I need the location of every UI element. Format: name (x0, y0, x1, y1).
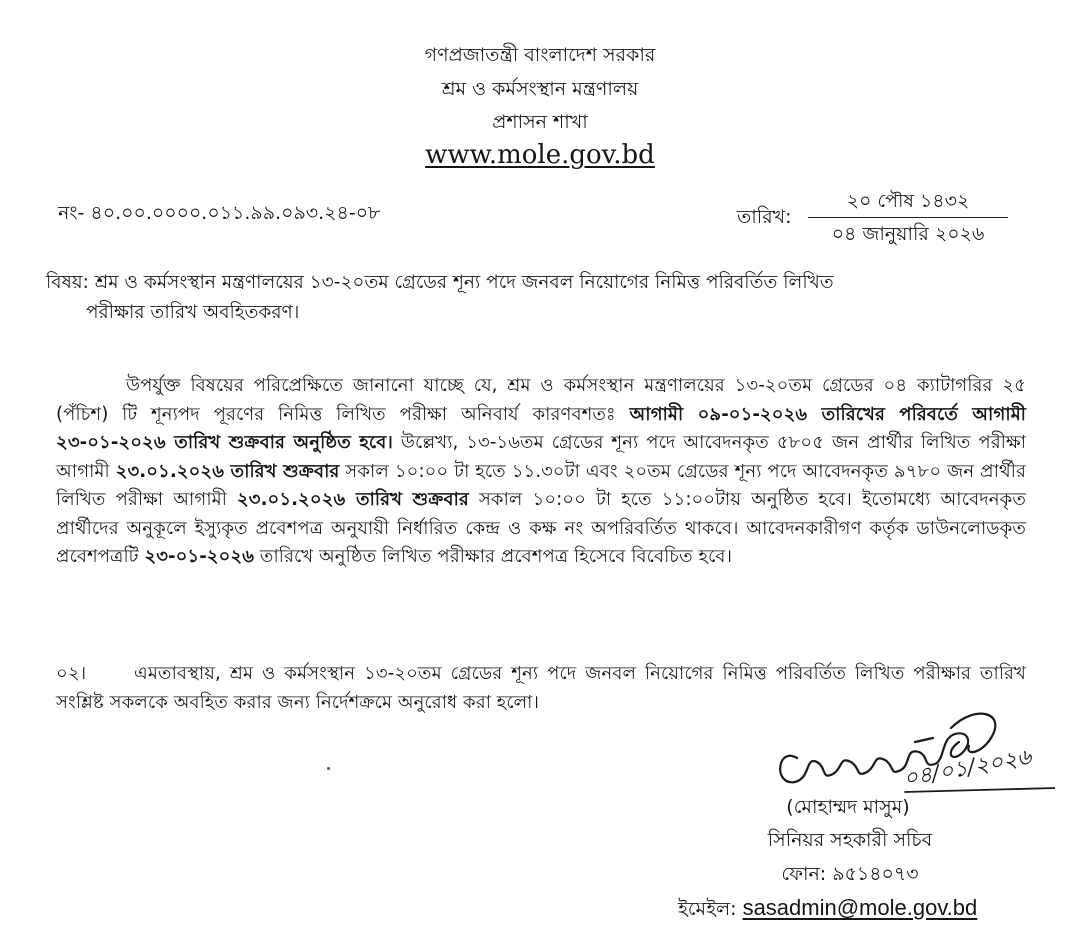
p1-bold-date-3: ২৩-০১-২০২৬ (144, 546, 255, 567)
signatory-name: (মোহাম্মদ মাসুম) (786, 796, 910, 818)
p1-bold-date-2: ২৩.০১.২০২৬ তারিখ শুক্রবার (236, 489, 469, 510)
subject (46, 268, 1036, 328)
date-bangla: ২০ পৌষ ১৪৩২ (846, 190, 970, 212)
p1-bold-date-change: আগামী ০৯-০১-২০২৬ তারিখের পরিবর্তে আগামী ২৩-০১-২০২৬ তারিখ শুক্রবার অনুষ্ঠিত হবে। (56, 403, 1026, 453)
branch-name: প্রশাসন শাখা (492, 111, 588, 133)
website-line (0, 140, 1080, 170)
subject-line-2: পরীক্ষার তারিখ অবহিতকরণ। (86, 302, 300, 323)
signature-date: ০৪/০১/২০২৬ (901, 744, 1034, 792)
email-label: ইমেইল: (678, 898, 743, 920)
paragraph-number: ০২। (56, 663, 87, 684)
date-divider (808, 217, 1008, 218)
reference-number: নং- ৪০.০০.০০০০.০১১.৯৯.০৯৩.২৪-০৮ (58, 202, 381, 224)
p1-text-i: তারিখে অনুষ্ঠিত লিখিত পরীক্ষার প্রবেশপত্র হিসেবে বিবেচিত হবে। (254, 546, 733, 567)
website-link[interactable]: www.mole.gov.bd (425, 140, 655, 170)
p1-text-a: উপর্যুক্ত বিষয়ের পরিপ্রেক্ষিতে জানানো যাচ্ছে যে, শ্রম ও কর্মসংস্থান মন্ত্রণালয়ের ১৩-২০তম গ্রেডের ০৪ ক্যাটাগরির ২৫ (পঁচিশ) টি শূন্যপদ পূরণের নিমিত্ত লিখিত পরীক্ষা অনিবার্য কারণবশতঃ (56, 375, 1026, 425)
handwritten-signature (755, 698, 1055, 808)
signatory-email-line (678, 896, 977, 921)
p1-bold-date-1: ২৩.০১.২০২৬ তারিখ শুক্রবার (115, 460, 340, 482)
ministry-name: শ্রম ও কর্মসংস্থান মন্ত্রণালয় (441, 78, 639, 100)
p1-text-c: উল্লেখ্য, ১৩-১৬তম গ্রেডের শূন্য পদে আবেদনকৃত ৫৮০৫ জন প্রার্থীর লিখিত পরীক্ষা আগামী (56, 432, 1026, 482)
date-label: তারিখ: (737, 206, 792, 228)
signatory-designation: সিনিয়র সহকারী সচিব (767, 829, 933, 851)
email-link[interactable]: sasadmin@mole.gov.bd (742, 895, 978, 920)
stray-mark (327, 767, 330, 770)
signatory-phone: ফোন: ৯৫১৪০৭৩ (781, 863, 919, 885)
government-name: গণপ্রজাতন্ত্রী বাংলাদেশ সরকার (424, 44, 656, 66)
p1-text-e: সকাল ১০:০০ টা হতে ১১.৩০টা এবং ২০তম গ্রেডের শূন্য পদে আবেদনকৃত ৯৭৮০ জন প্রার্থীর লিখিত পরীক্ষা আগামী (56, 460, 1026, 510)
p2-text: এমতাবস্থায়, শ্রম ও কর্মসংস্থান ১৩-২০তম গ্রেডের শূন্য পদে জনবল নিয়োগের নিমিত্ত পরিবর্তিত লিখিত পরীক্ষার তারিখ সংশ্লিষ্ট সকলকে অবহিত করার জন্য নির্দেশক্রমে অনুরোধ করা হলো। (56, 663, 1026, 713)
p1-text-g: সকাল ১০:০০ টা হতে ১১:০০টায় অনুষ্ঠিত হবে। ইতোমধ্যে আবেদনকৃত প্রার্থীদের অনুকূলে ইস্যুকৃত প্রবেশপত্র অনুযায়ী নির্ধারিত কেন্দ্র ও কক্ষ নং অপরিবর্তিত থাকবে। আবেদনকারীগণ কর্তৃক ডাউনলোডকৃত প্রবেশপত্রটি (56, 489, 1026, 567)
body-paragraph-1 (56, 372, 1026, 572)
date-gregorian: ০৪ জানুয়ারি ২০২৬ (831, 223, 985, 245)
subject-line-1: বিষয়: শ্রম ও কর্মসংস্থান মন্ত্রণালয়ের ১৩-২০তম গ্রেডের শূন্য পদে জনবল নিয়োগের নিমিত্ত পরিবর্তিত লিখিত (46, 272, 834, 293)
